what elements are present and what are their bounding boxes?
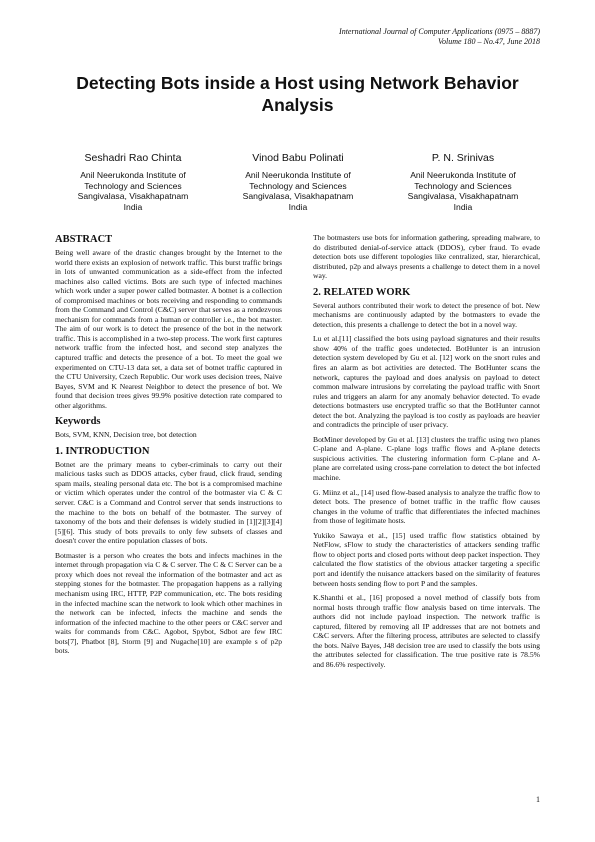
journal-header: [339, 27, 540, 47]
author-affiliation: [53, 170, 213, 212]
author-name: Seshadri Rao Chinta: [84, 152, 182, 164]
introduction-paragraph: Botmaster is a person who creates the bots and infects machines in the internet through propagation via C & C server. The C & C Server can be a proxy which does not reveal the information of the botmaster and act as stepping stones for the botmaster. The propagation happens as a rallying mechanism using IRC, HTTP, P2P communication, etc. The bots residing in the infected machine scan the network to look which other machines in the network can be infected, infects the machine and sends the information of the infected machine to the other peers or C&C server and waits for commands from C&C. Agobot, Spybot, Sdbot are few IRC bots[7], Phatbot [8], Storm [9] and Nugache[10] are example s of p2p bots.: [55, 550, 282, 656]
author-block: [53, 152, 213, 212]
affiliation-line: Sangivalasa, Visakhapatnam: [407, 191, 519, 201]
abstract-text: Being well aware of the drastic changes brought by the Internet to the world there exists an explosion of network traffic. This burst traffic brings in lots of unwanted communication as a side-effect from the infected machines also called victims. Bots are such type of infected machines which work under a super power called botmaster. A botnet is a collection of compromised machines or bots receiving and responding to commands from the Command and Control (C&C) server that serves as a rendezvous mechanism for commands from a human or controller i.e., the bot master. The aim of our work is to detect the presence of the bot in the network traffic. This is accomplished in a two-step process. The work first captures network traffic from the infected host, and second step analyzes the captured traffic and detects the presence of a bot. To meet the goal we experimented on CTU-13 data set, a data set of botnet traffic captured in the CTU University, Czech Republic. Our work uses decision trees, Naive Bayes, SVM and K Nearest Neighbor to detect the presence of bot. We found that decision trees gives 99.9% positive detection rate compared to other algorithms.: [55, 248, 282, 410]
author-name: Vinod Babu Polinati: [252, 152, 344, 164]
introduction-heading: 1. INTRODUCTION: [55, 445, 150, 457]
related-work-paragraph: G. Miinz et al., [14] used flow-based analysis to analyze the traffic flow to detect bots. The presence of botnet traffic in the traffic flow causes changes in the volume of traffic that differentiates the infected machines from those of legitimate hosts.: [313, 487, 540, 526]
abstract-heading: ABSTRACT: [55, 234, 113, 245]
related-work-paragraph: Several authors contributed their work to detect the presence of bot. New mechanisms are continuously adapted by the botmasters to evade the detection, this presents a challenge to detect the bot in a novel way.: [313, 300, 540, 329]
journal-issue: Volume 180 – No.47, June 2018: [438, 37, 540, 46]
affiliation-line: Sangivalasa, Visakhapatnam: [242, 191, 354, 201]
affiliation-line: Technology and Sciences: [84, 180, 182, 191]
affiliation-line: India: [123, 201, 143, 212]
introduction-paragraph: Botnet are the primary means to cyber-criminals to carry out their malicious tasks such as DDOS attacks, cyber fraud, click fraud, sending spam mails, stealing personal data etc. The bot is a compromised machine or victim which operates under the control of the botmaster via C & C server. C&C is a Command and Control server that sends instructions to the machine to the bots on behalf of the botmaster. The survey of taxonomy of the bots and their defenses is widely studied in [1][2][3][4][5][6]. This study of bots prevails to only few subsets of classes and doesn't cover the entire population classes of bots.: [55, 459, 282, 546]
related-work-paragraph: K.Shanthi et al., [16] proposed a novel method of classify bots from normal hosts through traffic flow analysis based on time intervals. The authors did not include payload inspection. The network traffic is captured, filtered by removing all IP addresses that are not botnets and C&C servers. After the filtering process, attributes are selected to classify the bots. Naïve Bayes, J48 decision tree are used to classify the bots using the attributes selected for classification. The true positive rate is 78.5% and 86.6% respectively.: [313, 593, 540, 669]
journal-name: International Journal of Computer Applications (0975 – 8887): [339, 27, 540, 36]
keywords-text: Bots, SVM, KNN, Decision tree, bot detection: [55, 430, 197, 440]
affiliation-line: Anil Neerukonda Institute of: [245, 170, 351, 180]
related-work-paragraph: Yukiko Sawaya et al., [15] used traffic flow statistics obtained by NetFlow, sFlow to study the characteristics of attackers sending traffic flow to object ports and closed ports without deep packet inspection. They calculated the flow statistics of the obvious attacker targeting a specific port and identify the nuisance attackers based on the similarity of features between hosts sending flow to port P and the samples.: [313, 530, 540, 588]
paper-title: Detecting Bots inside a Host using Network Behavior Analysis: [76, 73, 519, 115]
page-number: 1: [536, 795, 540, 804]
introduction-continued-paragraph: The botmasters use bots for information gathering, spreading malware, to do distributed denial-of-service attack (DDOS), cyber fraud. To evade detection bots use different topologies like centralized, star, hierarchical, distributed, p2p and always presents a challenge to detect them in a novel way.: [313, 233, 540, 281]
right-column: [313, 233, 540, 674]
author-block: [383, 152, 543, 212]
author-affiliation: [383, 170, 543, 212]
affiliation-line: India: [453, 201, 473, 212]
related-work-heading: 2. RELATED WORK: [313, 286, 411, 298]
affiliation-line: India: [288, 201, 308, 212]
left-column: [55, 233, 282, 661]
keywords-heading: Keywords: [55, 416, 101, 428]
author-affiliation: [218, 170, 378, 212]
author-block: [218, 152, 378, 212]
author-name: P. N. Srinivas: [431, 152, 495, 164]
affiliation-line: Technology and Sciences: [249, 180, 347, 191]
related-work-paragraph: BotMiner developed by Gu et al. [13] clusters the traffic using two planes C-plane and A-plane. C-plane logs traffic flows and A-plane detects suspicious activities. The clustering information form C-plane and A-plane are correlated using cross-pane correlation to detect the bot infected machine.: [313, 434, 540, 483]
affiliation-line: Anil Neerukonda Institute of: [80, 170, 186, 180]
affiliation-line: Sangivalasa, Visakhapatnam: [77, 191, 189, 201]
affiliation-line: Technology and Sciences: [414, 180, 512, 191]
affiliation-line: Anil Neerukonda Institute of: [410, 170, 516, 180]
related-work-paragraph: Lu et al.[11] classified the bots using payload signatures and their results show 40% of the traffic goes undetected. BotHunter is an intrusion detection system developed by Gu et al. [12] work on the snort rules and fires an alarm as bot activities are detected. The BotHunter scans the network, captures the payload and does analysis on payload to detect common malware intrusions by correlating the payload traffic with Snort rules and triggers an alarm for any anomaly behavior detected. To evade detections botmasters use encrypted traffic so that the BotHunter cannot detect the bot. Analyzing the payload is too costly as payloads are heavier and contradicts the principle of user privacy.: [313, 334, 540, 430]
